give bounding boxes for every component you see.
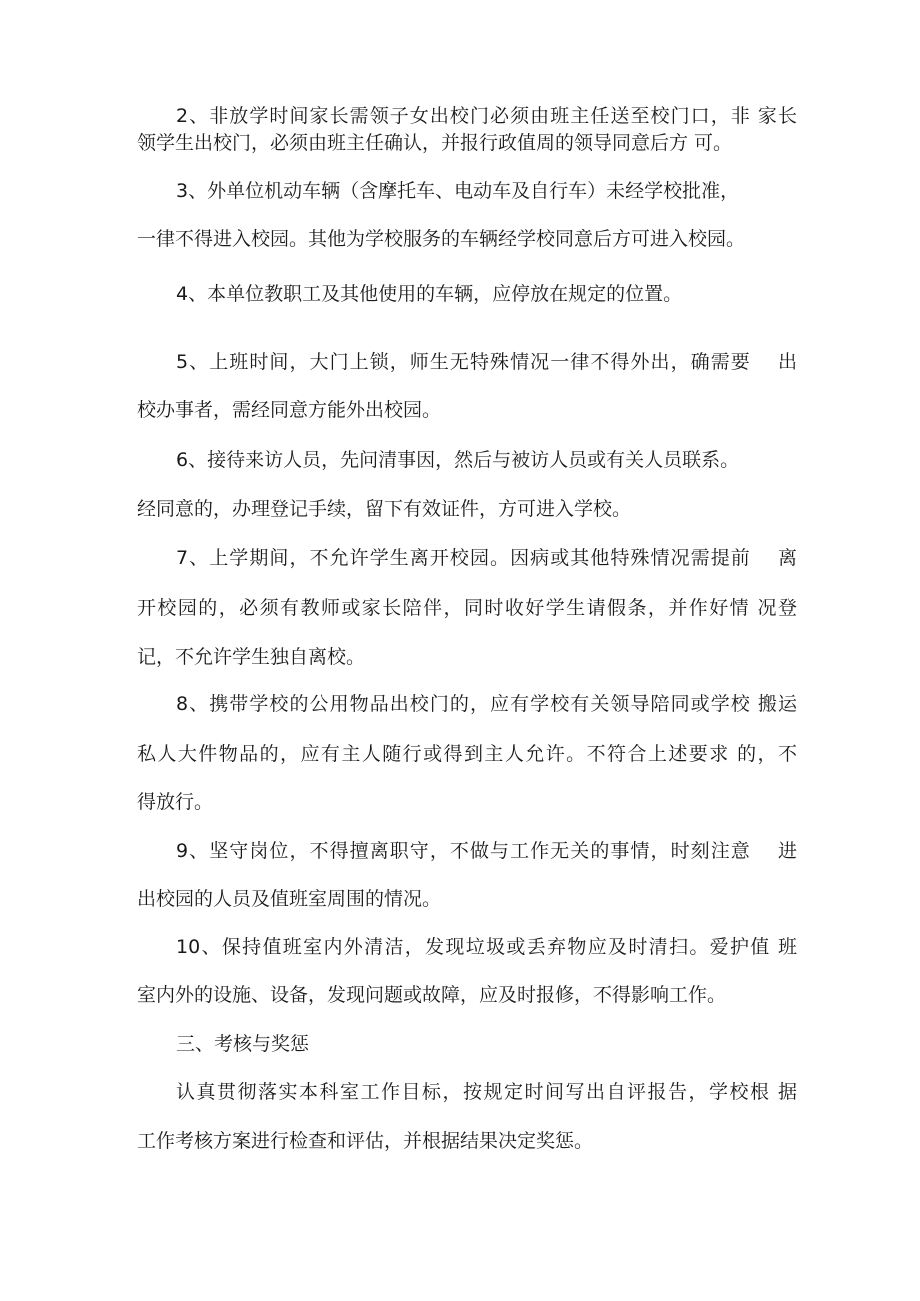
text-line: 10、保持值班室内外清洁，发现垃圾或丢弃物应及时清扫。爱护值 班 — [176, 936, 797, 958]
text-line: 2、非放学时间家长需领子女出校门必须由班主任送至校门口，非 家长 — [176, 105, 797, 127]
text-line: 室内外的设施、设备，发现问题或故障，应及时报修，不得影响工作。 — [137, 984, 727, 1006]
text-line: 7、上学期间，不允许学生离开校园。因病或其他特殊情况需提前 离 — [176, 547, 797, 569]
text-line: 5、上班时间，大门上锁，师生无特殊情况一律不得外出，确需要 出 — [176, 351, 797, 373]
text-line: 8、携带学校的公用物品出校门的，应有学校有关领导陪同或学校 搬运 — [176, 693, 797, 715]
text-line: 工作考核方案进行检查和评估，并根据结果决定奖惩。 — [137, 1130, 594, 1152]
text-line: 开校园的，必须有教师或家长陪伴，同时收好学生请假条，并作好情 况登 — [137, 597, 797, 619]
text-line: 一律不得进入校园。其他为学校服务的车辆经学校同意后方可进入校园。 — [137, 228, 746, 250]
text-line: 9、坚守岗位，不得擅离职守，不做与工作无关的事情，时刻注意 进 — [176, 840, 797, 862]
text-line: 认真贯彻落实本科室工作目标，按规定时间写出自评报告，学校根 据 — [176, 1081, 797, 1103]
text-line: 记，不允许学生独自离校。 — [137, 646, 366, 668]
text-line: 6、接待来访人员，先问清事因，然后与被访人员或有关人员联系。 — [176, 449, 740, 471]
text-line: 得放行。 — [137, 791, 214, 813]
text-line: 4、本单位教职工及其他使用的车辆，应停放在规定的位置。 — [176, 283, 683, 305]
text-line: 校办事者，需经同意方能外出校园。 — [137, 399, 442, 421]
text-line: 领学生出校门，必须由班主任确认，并报行政值周的领导同意后方 可。 — [137, 132, 733, 154]
text-line: 3、外单位机动车辆（含摩托车、电动车及自行车）未经学校批准， — [176, 180, 740, 202]
text-line: 经同意的，办理登记手续，留下有效证件，方可进入学校。 — [137, 498, 632, 520]
text-line: 私人大件物品的，应有主人随行或得到主人允许。不符合上述要求 的，不 — [137, 743, 797, 765]
text-line: 出校园的人员及值班室周围的情况。 — [137, 888, 442, 910]
section-heading: 三、考核与奖惩 — [176, 1033, 310, 1055]
